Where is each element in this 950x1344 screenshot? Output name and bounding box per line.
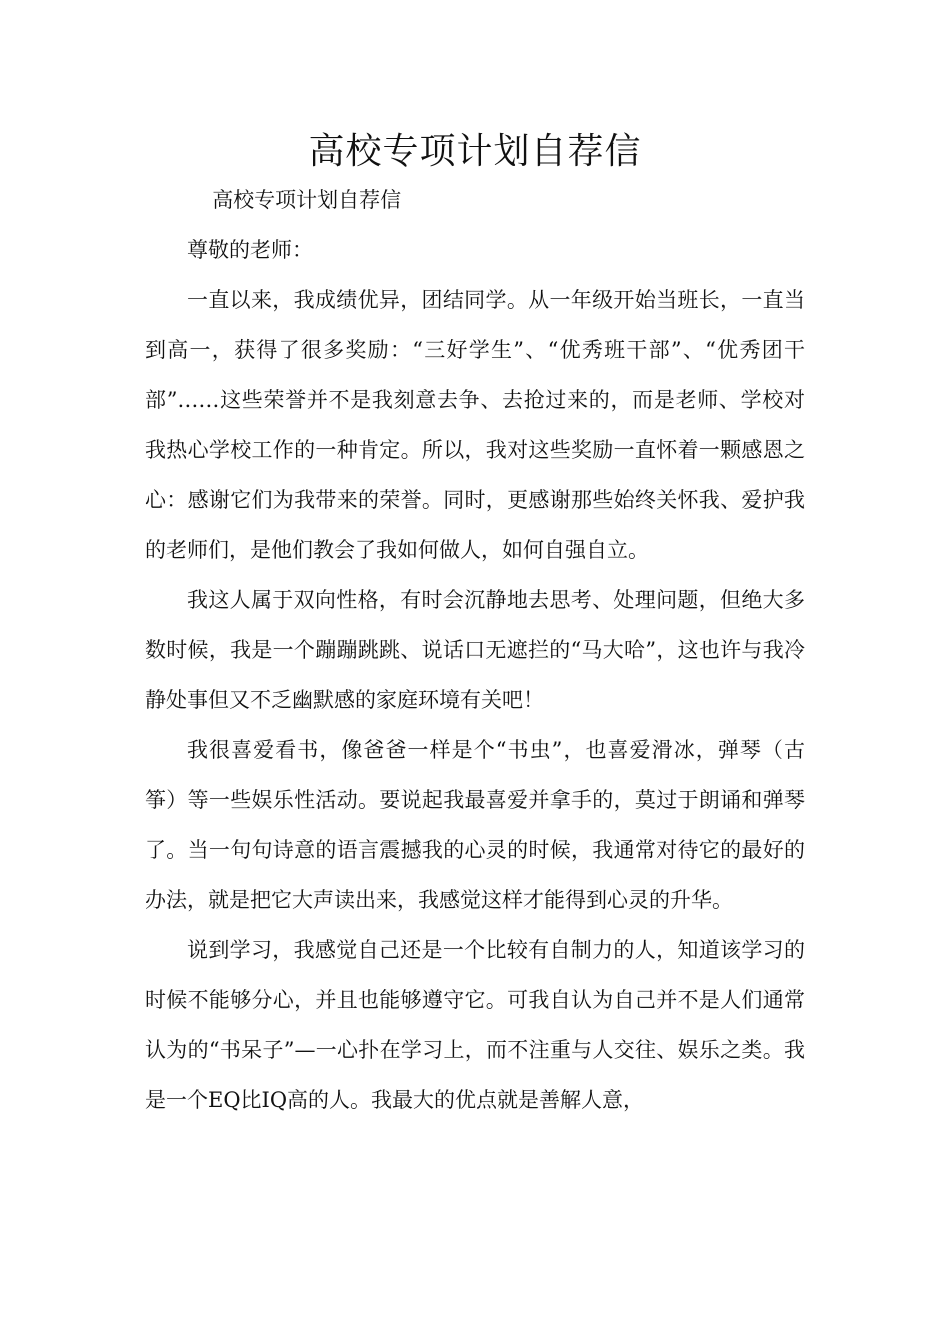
paragraph-1: 一直以来，我成绩优异，团结同学。从一年级开始当班长，一直当到高一，获得了很多奖励：“三好学生”、“优秀班干部”、“优秀团干部”……这些荣誉并不是我刻意去争、去抢过来的，而是老师、学校对我热心学校工作的一种肯定。所以，我对这些奖励一直怀着一颗感恩之心：感谢它们为我带来的荣誉。同时，更感谢那些始终关怀我、爱护我的老师们，是他们教会了我如何做人，如何自强自立。	[145, 288, 805, 562]
document-title: 高校专项计划自荐信	[308, 131, 642, 172]
document-subtitle: 高校专项计划自荐信	[212, 188, 402, 212]
salutation: 尊敬的老师：	[187, 238, 313, 262]
paragraph-2: 我这人属于双向性格，有时会沉静地去思考、处理问题，但绝大多数时候，我是一个蹦蹦跳跳、说话口无遮拦的“马大哈”，这也许与我冷静处事但又不乏幽默感的家庭环境有关吧！	[145, 588, 805, 712]
paragraph-4: 说到学习，我感觉自己还是一个比较有自制力的人，知道该学习的时候不能够分心，并且也能够遵守它。可我自认为自己并不是人们通常认为的“书呆子”—一心扑在学习上，而不注重与人交往、娱乐之类。我是一个EQ比IQ高的人。我最大的优点就是善解人意，	[145, 938, 805, 1112]
paragraph-3: 我很喜爱看书，像爸爸一样是个“书虫”，也喜爱滑冰，弹琴（古筝）等一些娱乐性活动。要说起我最喜爱并拿手的，莫过于朗诵和弹琴了。当一句句诗意的语言震撼我的心灵的时候，我通常对待它的最好的办法，就是把它大声读出来，我感觉这样才能得到心灵的升华。	[145, 738, 805, 912]
document-body	[145, 175, 805, 1125]
